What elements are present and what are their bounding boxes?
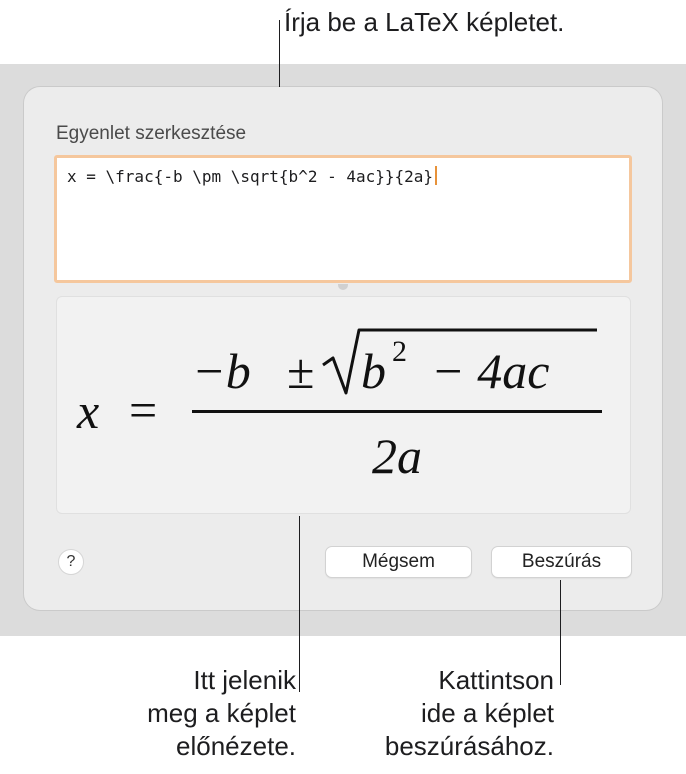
callout-preview-line: előnézete. — [176, 731, 296, 761]
latex-input[interactable] — [54, 155, 632, 283]
help-button[interactable] — [58, 549, 84, 575]
equation-dialog — [24, 87, 662, 610]
callout-leader-line-insert — [560, 580, 561, 685]
eq-minus-4ac: − 4ac — [431, 343, 550, 399]
callout-insert — [350, 664, 554, 763]
callout-preview-line: meg a képlet — [147, 698, 296, 728]
latex-input-value: x = \frac{-b \pm \sqrt{b^2 - 4ac}}{2a} — [67, 167, 434, 186]
callout-preview-line: Itt jelenik — [193, 665, 296, 695]
eq-neg-b: −b — [192, 343, 251, 399]
cancel-button[interactable]: Mégsem — [325, 546, 472, 578]
callout-preview — [100, 664, 296, 763]
callout-insert-line: Kattintson — [438, 665, 554, 695]
callout-insert-line: ide a képlet — [421, 698, 554, 728]
callout-leader-line-preview — [299, 516, 300, 692]
equation-preview-graphic — [57, 297, 632, 515]
eq-plus-minus: ± — [287, 343, 315, 399]
eq-exponent: 2 — [392, 335, 407, 368]
equation-preview — [56, 296, 631, 514]
eq-lhs: x — [77, 383, 100, 439]
eq-equals: = — [129, 382, 158, 438]
callout-latex: Írja be a LaTeX képletet. — [284, 7, 565, 37]
resize-handle[interactable] — [338, 284, 348, 290]
eq-denominator: 2a — [372, 428, 422, 484]
callout-insert-line: beszúrásához. — [384, 731, 554, 761]
dialog-title: Egyenlet szerkesztése — [56, 123, 247, 144]
text-caret — [435, 166, 437, 185]
insert-button[interactable]: Beszúrás — [491, 546, 632, 578]
question-mark-icon: ? — [66, 553, 76, 570]
eq-b: b — [361, 343, 386, 399]
fraction-bar — [192, 410, 602, 413]
